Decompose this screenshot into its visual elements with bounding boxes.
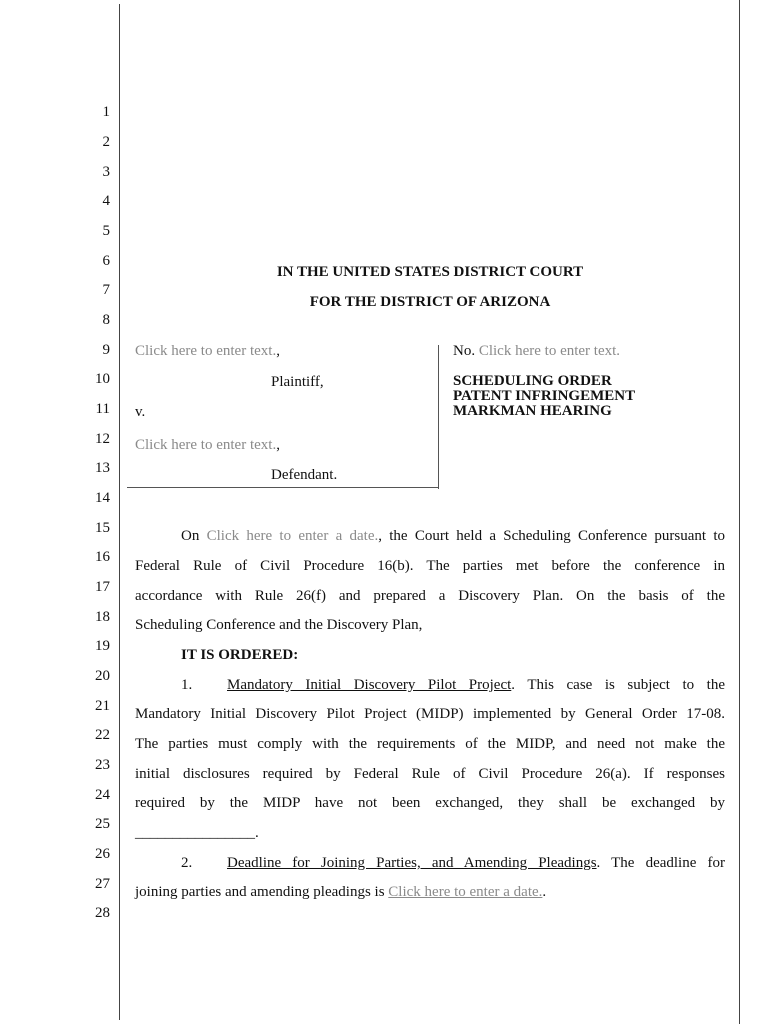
line-number: 6	[102, 253, 110, 269]
item-2-line-1: Deadline for Joining Parties, and Amending Pleadings. The deadline for	[227, 855, 725, 871]
versus-label: v.	[135, 404, 146, 420]
line-number: 22	[95, 727, 110, 743]
line-number: 12	[95, 431, 110, 447]
paragraph-1-line-4: Scheduling Conference and the Discovery Plan,	[135, 617, 423, 633]
conference-date-field[interactable]: Click here to enter a date.	[206, 528, 379, 544]
line-number: 28	[95, 905, 110, 921]
document-title	[453, 374, 635, 419]
paragraph-1-line-1: On Click here to enter a date., the Court held a Scheduling Conference pursuant to	[181, 528, 725, 544]
line-number: 1	[102, 104, 110, 120]
item-2-line-2: joining parties and amending pleadings is Click here to enter a date..	[135, 884, 547, 900]
line-number: 23	[95, 757, 110, 773]
item-1-line-5: required by the MIDP have not been exchanged, they shall be exchanged by	[135, 795, 725, 811]
plaintiff-name-field[interactable]: Click here to enter text.	[135, 343, 277, 359]
line-number: 25	[95, 816, 110, 832]
item-1-line-1: Mandatory Initial Discovery Pilot Project. This case is subject to the	[227, 677, 725, 693]
left-margin-rule	[119, 4, 120, 1020]
line-number: 16	[95, 549, 110, 565]
line-number: 18	[95, 609, 110, 625]
court-name: IN THE UNITED STATES DISTRICT COURT	[276, 264, 584, 280]
plaintiff-label: Plaintiff,	[271, 374, 324, 390]
it-is-ordered-heading: IT IS ORDERED:	[181, 647, 299, 663]
item-1-number: 1.	[181, 677, 193, 693]
line-number: 27	[95, 876, 110, 892]
line-number: 15	[95, 520, 110, 536]
court-district: FOR THE DISTRICT OF ARIZONA	[309, 294, 551, 310]
caption-divider-horizontal	[127, 487, 439, 488]
plaintiff-line: Click here to enter text.,	[135, 343, 280, 359]
item-1-line-2: Mandatory Initial Discovery Pilot Project (MIDP) implemented by General Order 17-08.	[135, 706, 725, 722]
line-number: 14	[95, 490, 110, 506]
line-number: 3	[102, 164, 110, 180]
line-number: 24	[95, 787, 110, 803]
line-number: 19	[95, 638, 110, 654]
paragraph-1-line-3: accordance with Rule 26(f) and prepared a Discovery Plan. On the basis of the	[135, 588, 725, 604]
paragraph-1-line-2: Federal Rule of Civil Procedure 16(b). The parties met before the conference in	[135, 558, 725, 574]
item-1-heading: Mandatory Initial Discovery Pilot Project	[227, 677, 512, 693]
defendant-line: Click here to enter text.,	[135, 437, 280, 453]
line-number: 11	[95, 401, 110, 417]
item-2-heading: Deadline for Joining Parties, and Amending Pleadings	[227, 855, 597, 871]
line-number: 7	[102, 282, 110, 298]
case-number-field[interactable]: Click here to enter text.	[478, 343, 621, 359]
line-number: 10	[95, 371, 110, 387]
defendant-name-field[interactable]: Click here to enter text.	[135, 437, 277, 453]
item-2-number: 2.	[181, 855, 193, 871]
case-number-line	[453, 343, 620, 360]
item-1-line-3: The parties must comply with the requirements of the MIDP, and need not make the	[135, 736, 725, 752]
line-number: 2	[102, 134, 110, 150]
line-number: 17	[95, 579, 110, 595]
defendant-label: Defendant.	[271, 467, 338, 483]
right-margin-rule	[739, 0, 740, 1024]
line-number: 4	[102, 193, 110, 209]
case-number-label: No.	[453, 343, 476, 359]
line-number: 21	[95, 698, 110, 714]
item-1-blank-date[interactable]: ________________.	[135, 825, 259, 841]
joinder-deadline-date-field[interactable]: Click here to enter a date.	[388, 884, 543, 900]
line-number: 13	[95, 460, 110, 476]
title-line: SCHEDULING ORDER	[453, 373, 612, 389]
line-number: 5	[102, 223, 110, 239]
line-number: 8	[102, 312, 110, 328]
title-line: MARKMAN HEARING	[453, 403, 612, 419]
item-1-line-4: initial disclosures required by Federal Rule of Civil Procedure 26(a). If responses	[135, 766, 725, 782]
caption-divider-vertical	[438, 345, 439, 489]
title-line: PATENT INFRINGEMENT	[453, 388, 636, 404]
line-number: 9	[102, 342, 110, 358]
line-number: 20	[95, 668, 110, 684]
line-number: 26	[95, 846, 110, 862]
